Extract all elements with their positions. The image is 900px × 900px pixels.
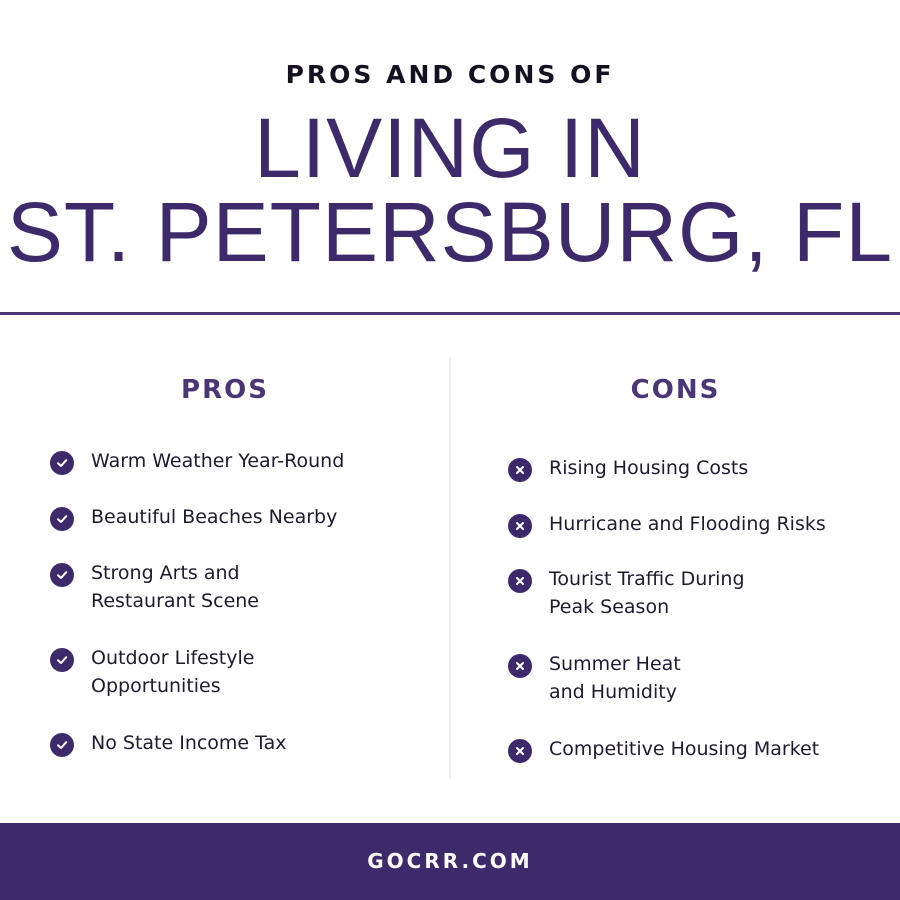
x-circle-icon — [508, 654, 532, 678]
check-circle-icon — [50, 507, 74, 531]
page-title-line-1: LIVING IN — [254, 101, 646, 195]
pros-list-item — [50, 648, 254, 700]
pros-list-item — [50, 451, 344, 475]
check-circle-icon — [50, 733, 74, 757]
cons-list-item — [508, 514, 826, 538]
pros-item-label: Outdoor Lifestyle Opportunities — [91, 647, 255, 697]
cons-heading: CONS — [630, 375, 721, 405]
header — [0, 0, 900, 312]
pros-list-item — [50, 507, 337, 531]
x-circle-icon — [508, 739, 532, 763]
footer-website: GOCRR.COM — [367, 849, 533, 873]
pros-item-label: No State Income Tax — [91, 732, 287, 754]
cons-column — [451, 355, 900, 785]
x-circle-icon — [508, 458, 532, 482]
pros-list-item — [50, 563, 259, 615]
header-divider — [0, 312, 900, 315]
pros-list-item — [50, 733, 287, 757]
cons-list-item — [508, 458, 748, 482]
cons-item-label: Tourist Traffic During Peak Season — [549, 568, 745, 618]
cons-list-item — [508, 739, 819, 763]
pros-heading: PROS — [181, 375, 269, 405]
cons-item-label: Hurricane and Flooding Risks — [549, 513, 826, 535]
page-title-line-2: ST. PETERSBURG, FL — [6, 185, 894, 279]
pros-item-label: Beautiful Beaches Nearby — [91, 506, 338, 528]
cons-list-item — [508, 654, 681, 706]
footer-bar — [0, 823, 900, 900]
pros-column — [0, 355, 450, 785]
check-circle-icon — [50, 563, 74, 587]
check-circle-icon — [50, 648, 74, 672]
cons-item-label: Competitive Housing Market — [549, 738, 820, 760]
check-circle-icon — [50, 451, 74, 475]
x-circle-icon — [508, 514, 532, 538]
kicker-text: PROS AND CONS OF — [285, 60, 615, 89]
cons-item-label: Summer Heat and Humidity — [549, 653, 681, 703]
pros-item-label: Warm Weather Year-Round — [91, 450, 345, 472]
cons-item-label: Rising Housing Costs — [549, 457, 749, 479]
cons-list-item — [508, 569, 745, 621]
pros-item-label: Strong Arts and Restaurant Scene — [91, 562, 259, 612]
x-circle-icon — [508, 569, 532, 593]
